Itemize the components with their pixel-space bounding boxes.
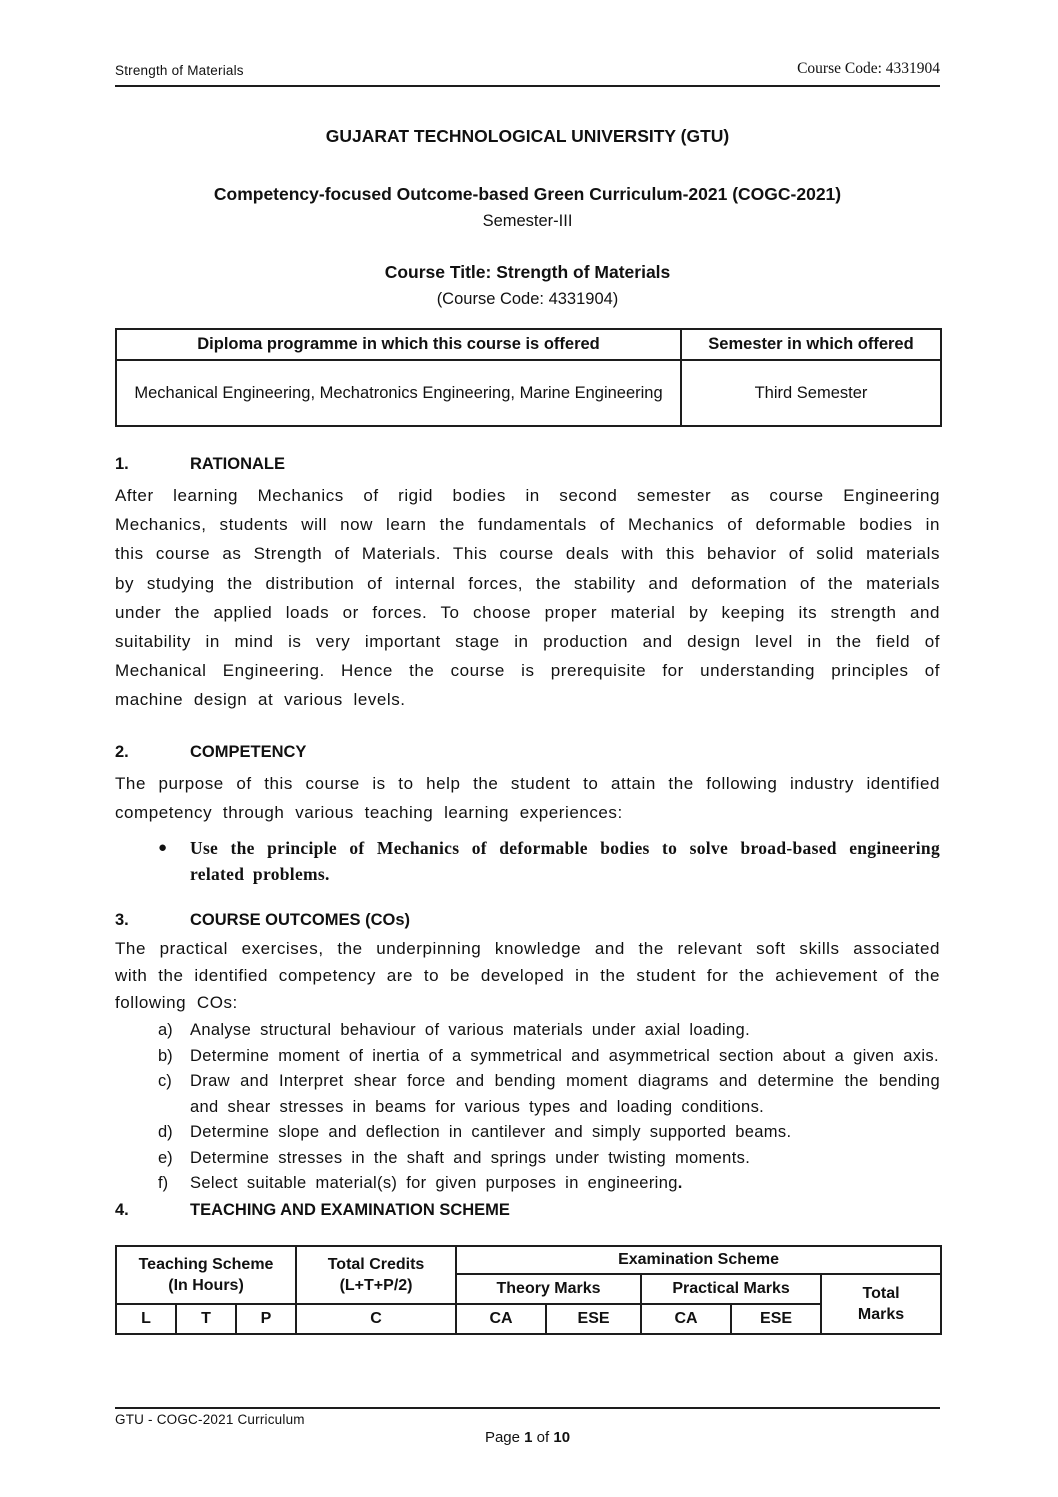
curriculum-title: Competency-focused Outcome-based Green Curriculum-2021 (COGC-2021) bbox=[213, 184, 842, 204]
col-header-practical-ca: CA bbox=[641, 1304, 731, 1334]
competency-bullet-text: Use the principle of Mechanics of deformable bodies to solve broad-based engineering related problems. bbox=[190, 838, 940, 885]
total-credits-label: Total Credits bbox=[327, 1255, 425, 1273]
total-credits-cell bbox=[296, 1246, 456, 1304]
section-heading-rationale bbox=[115, 453, 940, 475]
list-item-text: Draw and Interpret shear force and bending moment diagrams and determine the bending and shear stresses in beams for various types and loading conditions. bbox=[190, 1072, 940, 1116]
col-header-P: P bbox=[236, 1304, 296, 1334]
list-item-marker: a) bbox=[158, 1021, 173, 1040]
university-title: GUJARAT TECHNOLOGICAL UNIVERSITY (GTU) bbox=[325, 126, 730, 146]
offering-table-header-semester: Semester in which offered bbox=[681, 329, 941, 360]
section-title: COMPETENCY bbox=[190, 742, 307, 761]
list-item-marker: b) bbox=[158, 1046, 173, 1065]
page-number-current: 1 bbox=[524, 1429, 533, 1446]
list-item bbox=[115, 1146, 940, 1172]
header-course-code: Course Code: 4331904 bbox=[797, 60, 940, 77]
list-item-marker: e) bbox=[158, 1148, 173, 1167]
exam-table-row-3 bbox=[116, 1304, 941, 1334]
teaching-scheme-label: Teaching Scheme bbox=[138, 1255, 274, 1273]
col-header-C: C bbox=[296, 1304, 456, 1334]
header-course-name: Strength of Materials bbox=[115, 63, 244, 78]
course-title: Course Title: Strength of Materials bbox=[384, 262, 671, 282]
total-marks-line2: Marks bbox=[857, 1305, 905, 1323]
competency-bullet-item bbox=[115, 835, 940, 887]
exam-scheme-table bbox=[115, 1245, 942, 1335]
list-item bbox=[115, 1120, 940, 1146]
page-number-total: 10 bbox=[553, 1429, 571, 1446]
teaching-scheme-cell bbox=[116, 1246, 296, 1304]
offering-table bbox=[115, 328, 942, 427]
rationale-paragraph: After learning Mechanics of rigid bodies in second semester as course Engineering Mechanics, students will now learn the fundamentals of Mechanics of deformable bodies in this course as Strength of Materials. This course deals with this behavior of solid materials by studying the distribution of internal forces, the stability and deformation of the materials under the applied loads or forces. To choose proper material by keeping its strength and suitability in mind is very important stage in production and design level in the field of Mechanical Engineering. Hence the course is prerequisite for understanding principles of machine design at various levels. bbox=[115, 486, 940, 710]
offering-table-cell-semester: Third Semester bbox=[681, 360, 941, 426]
footer-curriculum-label: GTU - COGC-2021 Curriculum bbox=[115, 1412, 305, 1427]
section-number: 1. bbox=[115, 455, 129, 473]
course-outcomes-paragraph: The practical exercises, the underpinning knowledge and the relevant soft skills associated with the identified competency are to be developed in the student for the achievement of the following COs: bbox=[115, 939, 940, 1013]
page-number-label: Page 1 of 10 bbox=[484, 1429, 571, 1446]
list-item bbox=[115, 1044, 940, 1070]
list-item-marker: d) bbox=[158, 1123, 173, 1142]
col-header-practical-ese: ESE bbox=[731, 1304, 821, 1334]
section-heading-teaching-scheme bbox=[115, 1199, 940, 1221]
offering-table-header-programme: Diploma programme in which this course is offered bbox=[116, 329, 681, 360]
section-number: 3. bbox=[115, 911, 129, 930]
list-item-marker: f) bbox=[158, 1174, 169, 1193]
theory-marks-cell: Theory Marks bbox=[456, 1274, 641, 1304]
col-header-theory-ca: CA bbox=[456, 1304, 546, 1334]
list-item bbox=[115, 1018, 940, 1044]
col-header-T: T bbox=[176, 1304, 236, 1334]
offering-table-header-row bbox=[116, 329, 941, 360]
col-header-theory-ese: ESE bbox=[546, 1304, 641, 1334]
section-heading-course-outcomes bbox=[115, 909, 940, 931]
list-item-text: Determine stresses in the shaft and springs under twisting moments. bbox=[190, 1148, 751, 1167]
total-marks-cell bbox=[821, 1274, 941, 1334]
practical-marks-cell: Practical Marks bbox=[641, 1274, 821, 1304]
exam-table-row-1 bbox=[116, 1246, 941, 1274]
total-credits-sub: (L+T+P/2) bbox=[339, 1276, 413, 1294]
teaching-scheme-sub: (In Hours) bbox=[168, 1276, 244, 1294]
examination-scheme-cell: Examination Scheme bbox=[456, 1246, 941, 1274]
offering-table-cell-programmes: Mechanical Engineering, Mechatronics Engineering, Marine Engineering bbox=[116, 360, 681, 426]
competency-paragraph: The purpose of this course is to help the student to attain the following industry identified competency through various teaching learning experiences: bbox=[115, 773, 940, 822]
running-header bbox=[115, 0, 940, 87]
col-header-L: L bbox=[116, 1304, 176, 1334]
list-item-text: Select suitable material(s) for given purposes in engineering. bbox=[190, 1174, 683, 1193]
section-number: 2. bbox=[115, 742, 129, 761]
bullet-icon: ● bbox=[158, 839, 168, 857]
semester-subtitle: Semester-III bbox=[482, 212, 573, 230]
course-code-subtitle: (Course Code: 4331904) bbox=[436, 290, 619, 308]
list-item bbox=[115, 1171, 940, 1197]
section-heading-competency bbox=[115, 741, 940, 763]
list-item-text: Determine slope and deflection in cantilever and simply supported beams. bbox=[190, 1123, 792, 1142]
list-item-text: Analyse structural behaviour of various materials under axial loading. bbox=[190, 1021, 751, 1040]
section-number: 4. bbox=[115, 1200, 129, 1219]
section-title: RATIONALE bbox=[190, 455, 286, 473]
total-marks-line1: Total bbox=[862, 1284, 900, 1302]
section-title: COURSE OUTCOMES (COs) bbox=[190, 911, 411, 930]
list-item-text: Determine moment of inertia of a symmetrical and asymmetrical section about a given axis. bbox=[190, 1046, 939, 1065]
section-title: TEACHING AND EXAMINATION SCHEME bbox=[190, 1200, 510, 1219]
table-row bbox=[116, 360, 941, 426]
list-item-marker: c) bbox=[158, 1072, 172, 1091]
running-footer bbox=[115, 1407, 940, 1446]
bold-period: . bbox=[677, 1174, 683, 1193]
list-item bbox=[115, 1069, 940, 1120]
course-outcomes-list bbox=[115, 1018, 940, 1197]
